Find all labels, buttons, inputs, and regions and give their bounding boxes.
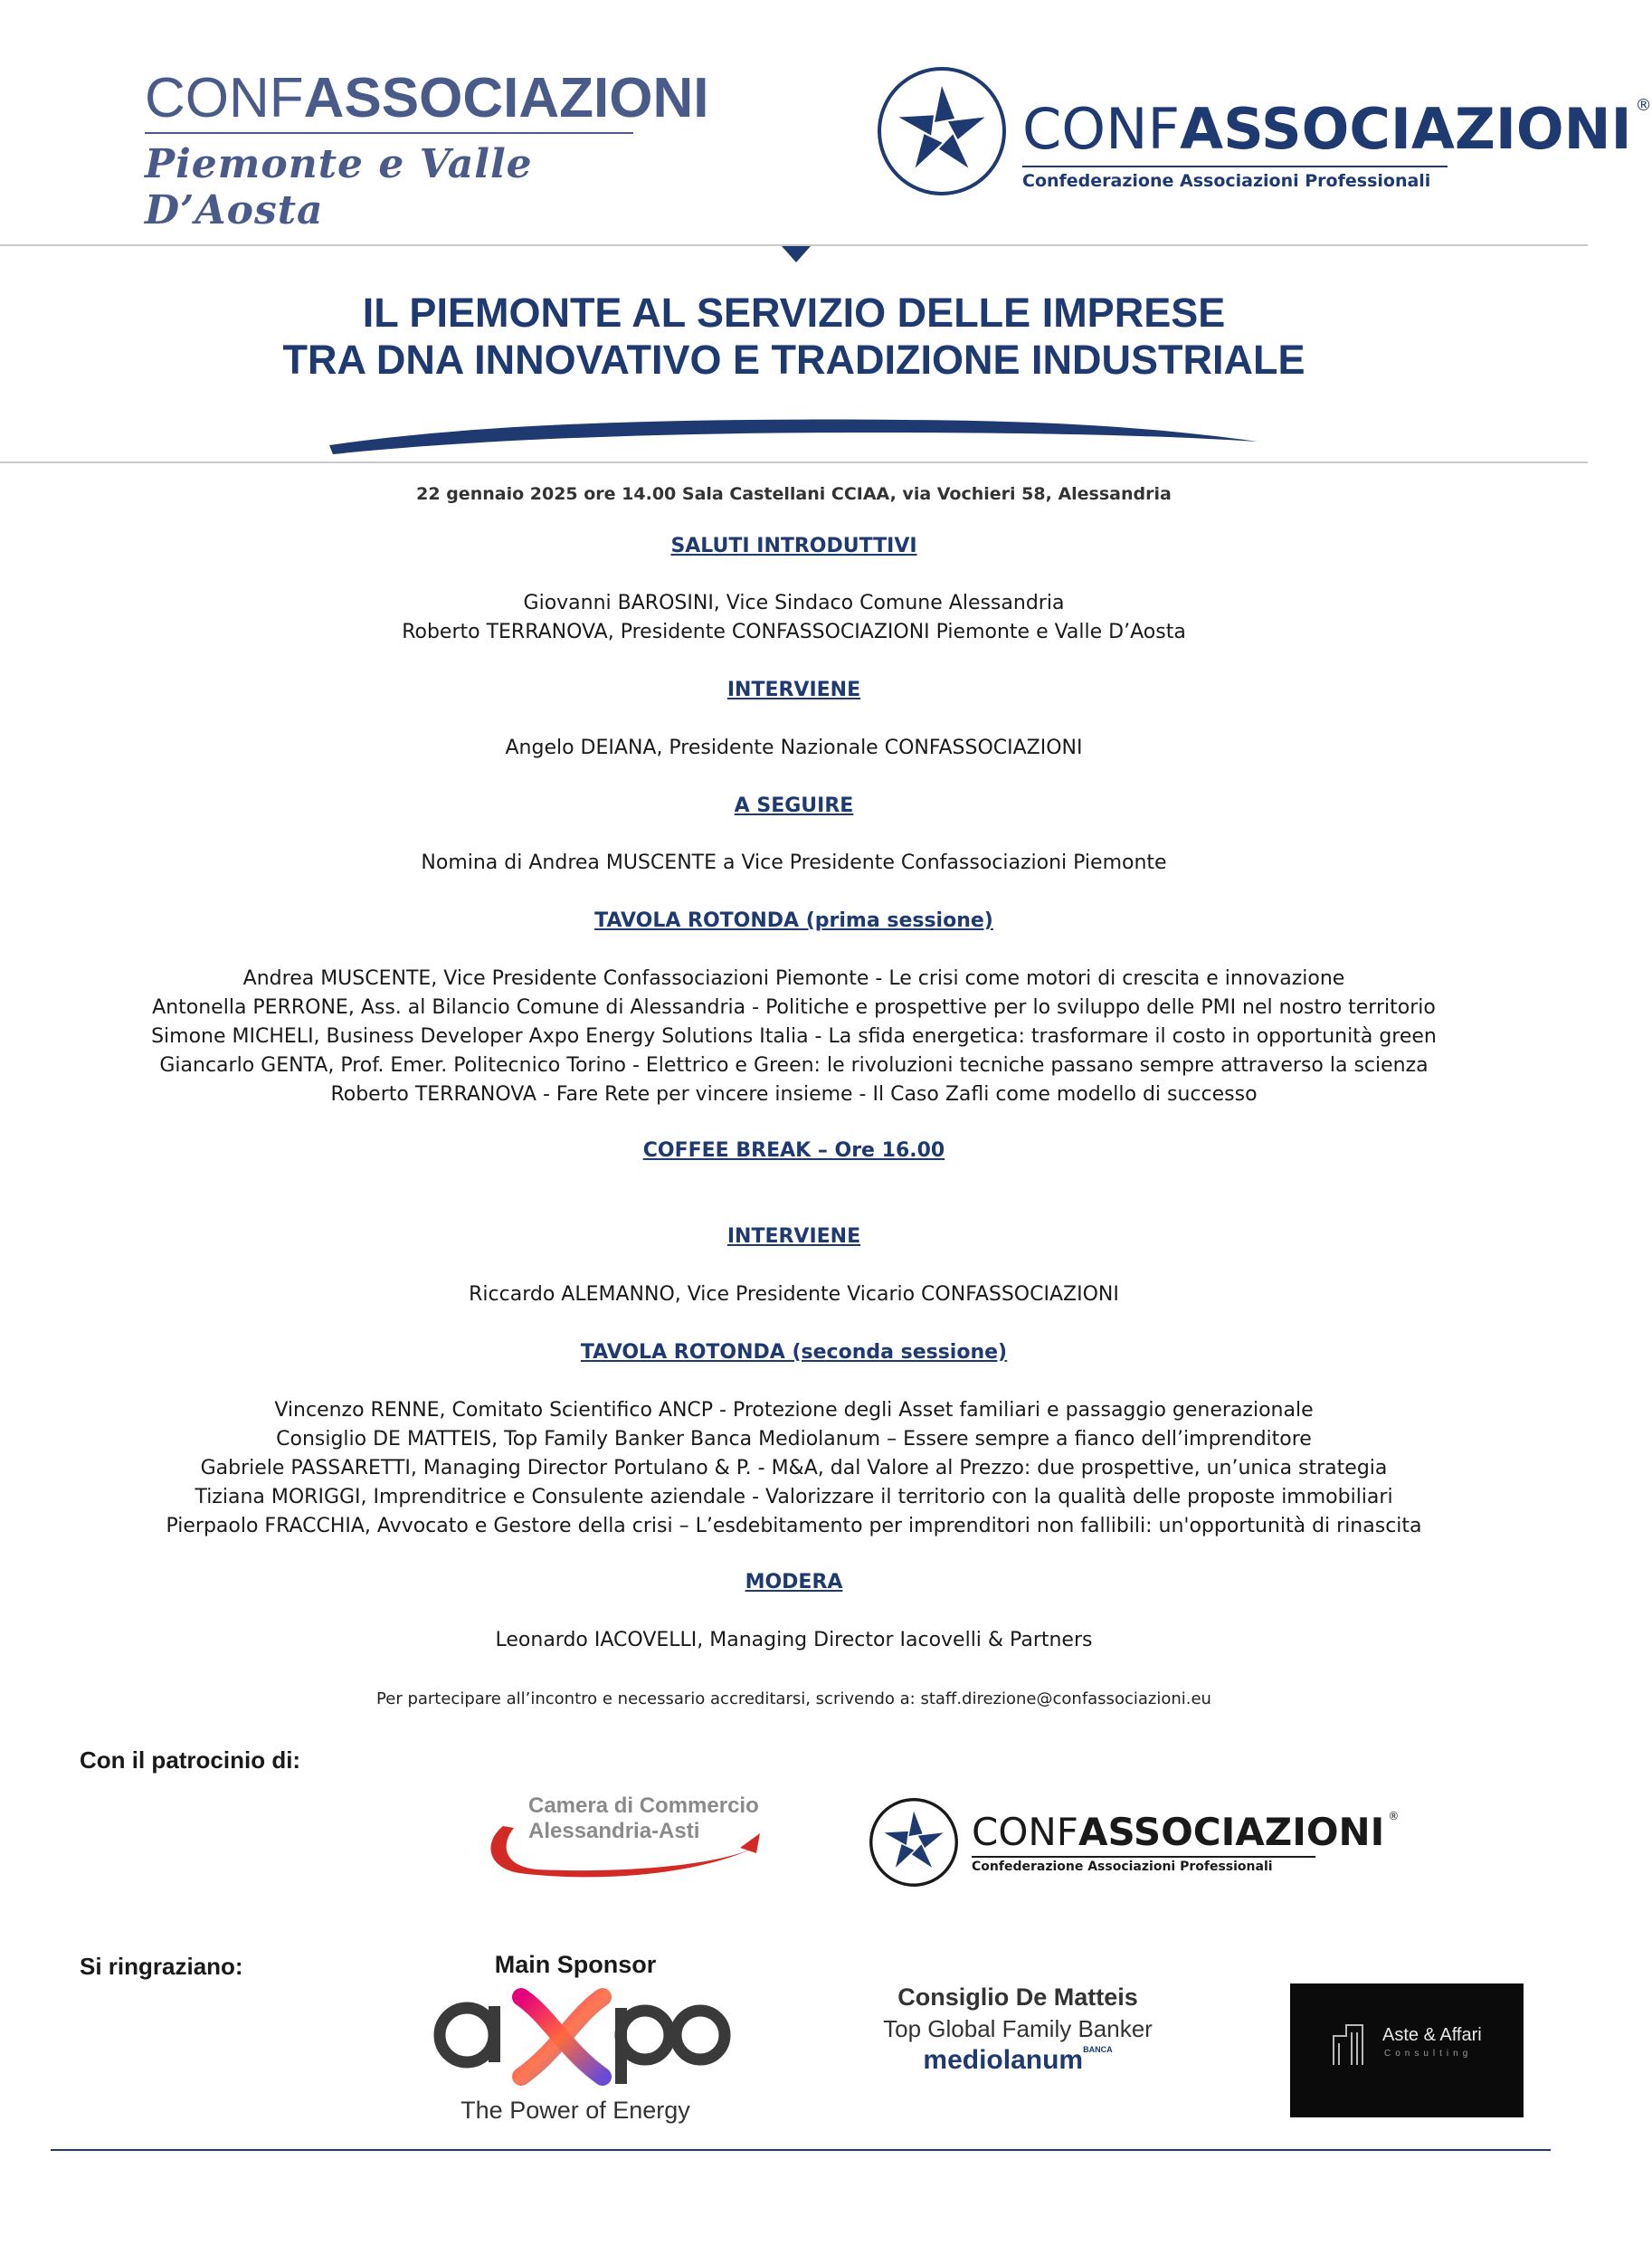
list-item: Leonardo IACOVELLI, Managing Director Iacovelli & Partners [495, 1629, 1093, 1651]
aste-sub: Consulting [1384, 2049, 1473, 2059]
section-heading: A SEGUIRE [734, 794, 854, 817]
section-interviene-2 [0, 1222, 1588, 1251]
registration-note: Per partecipare all’incontro e necessario accreditarsi, scrivendo a: staff.direzione@confassociazioni.eu [376, 1689, 1211, 1708]
title-line-1: IL PIEMONTE AL SERVIZIO DELLE IMPRESE [362, 290, 1226, 336]
title-divider [0, 461, 1588, 463]
event-info: 22 gennaio 2025 ore 14.00 Sala Castellani CCIAA, via Vochieri 58, Alessandria [416, 484, 1172, 504]
logo-wordmark: CONFASSOCIAZIONI [145, 67, 709, 129]
tavola-1-list [0, 965, 1588, 1109]
building-icon [1330, 2018, 1379, 2069]
section-coffee-break [0, 1137, 1588, 1165]
section-heading: MODERA [745, 1571, 843, 1593]
sponsor-name: Consiglio De Matteis [897, 1983, 1138, 2011]
star-emblem-icon [876, 65, 1008, 197]
list-item: Riccardo ALEMANNO, Vice Presidente Vicario CONFASSOCIAZIONI [469, 1283, 1119, 1306]
section-heading: SALUTI INTRODUTTIVI [670, 535, 917, 557]
logo-confassociazioni-piemonte [145, 67, 709, 233]
section-interviene-1 [0, 676, 1588, 705]
list-item: Pierpaolo FRACCHIA, Avvocato e Gestore della crisi – L’esdebitamento per imprenditori non fallibili: un'opportunità di rinascita [166, 1515, 1422, 1537]
list-item: Vincenzo RENNE, Comitato Scientifico ANCP - Protezione degli Asset familiari e passaggio generazionale [274, 1399, 1314, 1422]
title-line-2: TRA DNA INNOVATIVO E TRADIZIONE INDUSTRIALE [282, 337, 1305, 383]
ringraziano-label: Si ringraziano: [80, 1953, 243, 1980]
axpo-logo-icon [422, 1979, 729, 2088]
section-heading: INTERVIENE [726, 679, 861, 701]
camera-text: Camera di Commercio Alessandria-Asti [528, 1793, 759, 1843]
list-item: Andrea MUSCENTE, Vice Presidente Confassociazioni Piemonte - Le crisi come motori di crescita e innovazione [242, 967, 1345, 990]
list-item: Simone MICHELI, Business Developer Axpo Energy Solutions Italia - La sfida energetica: trasformare il costo in opportunità green [151, 1025, 1437, 1048]
logo-confassociazioni-patrocinio [869, 1797, 1400, 1888]
list-item: Giovanni BAROSINI, Vice Sindaco Comune Alessandria [523, 592, 1065, 614]
mediolanum-logo: mediolanum$^{BANCA}$ [923, 2045, 1113, 2075]
section-heading: INTERVIENE [726, 1225, 861, 1248]
list-item: Tiziana MORIGGI, Imprenditrice e Consulente aziendale - Valorizzare il territorio con la qualità delle proposte immobiliari [195, 1486, 1393, 1508]
sponsor-consiglio-de-matteis [869, 1983, 1167, 2076]
list-item: Gabriele PASSARETTI, Managing Director Portulano & P. - M&A, dal Valore al Prezzo: due prospettive, un’unica strategia [200, 1457, 1388, 1479]
sponsor-aste-affari [1290, 1983, 1524, 2117]
axpo-tagline: The Power of Energy [460, 2097, 690, 2124]
section-a-seguire [0, 792, 1588, 821]
logo-confassociazioni-national [876, 65, 1652, 201]
tavola-2-list [0, 1396, 1588, 1541]
section-tavola-1 [0, 907, 1588, 936]
patrocinio-label: Con il patrocinio di: [80, 1746, 301, 1774]
logo-rule [145, 132, 633, 134]
saluti-list [0, 589, 1588, 647]
logo-camera-di-commercio [483, 1793, 764, 1884]
section-modera [0, 1568, 1588, 1597]
list-item: Nomina di Andrea MUSCENTE a Vice Presidente Confassociazioni Piemonte [421, 851, 1167, 874]
section-heading: COFFEE BREAK – Ore 16.00 [642, 1139, 945, 1162]
brush-stroke-decoration [326, 405, 1267, 460]
bottom-divider [51, 2149, 1551, 2151]
section-heading: TAVOLA ROTONDA (prima sessione) [594, 909, 993, 932]
down-arrow-icon [782, 246, 811, 262]
logo-wordmark: CONFASSOCIAZIONI ® [972, 1810, 1400, 1854]
star-emblem-icon [869, 1797, 959, 1888]
a-seguire-list [0, 849, 1588, 878]
list-item: Consiglio DE MATTEIS, Top Family Banker Banca Mediolanum – Essere sempre a fianco dell’imprenditore [276, 1428, 1312, 1451]
main-sponsor-axpo [422, 1951, 729, 2141]
list-item: Roberto TERRANOVA, Presidente CONFASSOCIAZIONI Piemonte e Valle D’Aosta [402, 621, 1186, 643]
modera-list [0, 1626, 1588, 1655]
interviene-1-list [0, 734, 1588, 763]
main-sponsor-label: Main Sponsor [494, 1951, 657, 1978]
logo-wordmark: CONFASSOCIAZIONI ® [1022, 96, 1652, 162]
sponsor-title: Top Global Family Banker [883, 2015, 1153, 2042]
logo-subtitle: Piemonte e Valle D’Aosta [145, 141, 533, 233]
event-title [0, 290, 1588, 384]
logo-subtitle: Confederazione Associazioni Professionali [1022, 171, 1431, 191]
list-item: Antonella PERRONE, Ass. al Bilancio Comune di Alessandria - Politiche e prospettive per lo sviluppo delle PMI nel nostro territorio [152, 996, 1436, 1019]
logo-rule [1022, 166, 1448, 167]
section-saluti [0, 532, 1588, 561]
logo-text [1022, 96, 1652, 191]
camera-swoosh-icon [483, 1817, 764, 1886]
list-item: Angelo DEIANA, Presidente Nazionale CONFASSOCIAZIONI [505, 737, 1083, 759]
logo-text [972, 1810, 1399, 1874]
list-item: Roberto TERRANOVA - Fare Rete per vincere insieme - Il Caso Zafli come modello di successo [330, 1083, 1258, 1106]
logo-subtitle: Confederazione Associazioni Professionali [972, 1860, 1273, 1874]
section-heading: TAVOLA ROTONDA (seconda sessione) [580, 1341, 1008, 1364]
interviene-2-list [0, 1280, 1588, 1309]
section-tavola-2 [0, 1338, 1588, 1367]
aste-name: Aste & Affari [1382, 2025, 1482, 2045]
list-item: Giancarlo GENTA, Prof. Emer. Politecnico Torino - Elettrico e Green: le rivoluzioni tecniche passano sempre attraverso la scienza [159, 1054, 1429, 1077]
logo-rule [972, 1856, 1315, 1858]
